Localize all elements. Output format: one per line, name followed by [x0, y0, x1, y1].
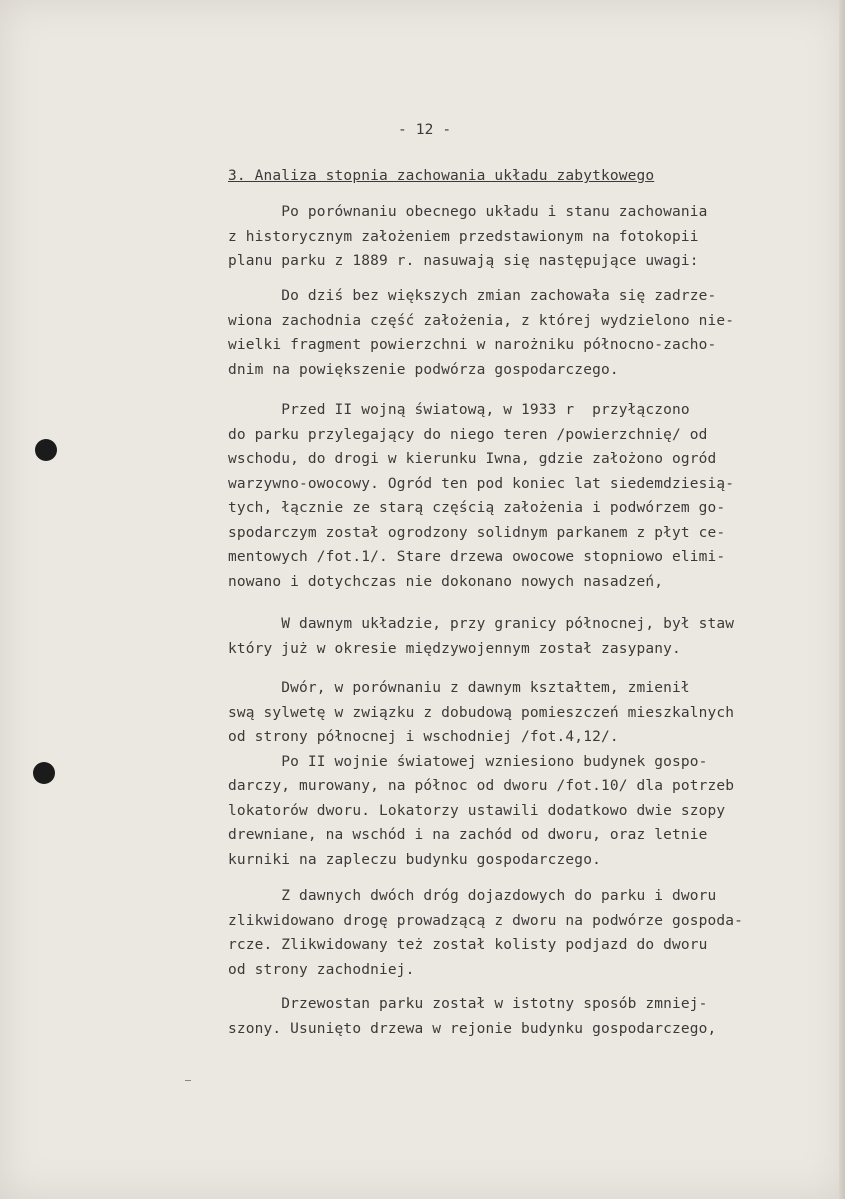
section-heading: 3. Analiza stopnia zachowania układu zabytkowego: [228, 168, 655, 184]
paragraph-4: [228, 612, 734, 661]
page-number: - 12 -: [398, 122, 452, 138]
text-line: Dwór, w porównaniu z dawnym kształtem, zmienił: [228, 680, 690, 696]
text-line: nowano i dotychczas nie dokonano nowych nasadzeń,: [228, 573, 664, 590]
text-line: kurniki na zapleczu budynku gospodarczego.: [228, 851, 601, 868]
text-line: szony. Usunięto drzewa w rejonie budynku gospodarczego,: [228, 1020, 717, 1037]
text-line: od strony północnej i wschodniej /fot.4,12/.: [228, 729, 619, 745]
paragraph-3: [228, 398, 734, 594]
pencil-mark: [185, 1080, 191, 1081]
text-line: z historycznym założeniem przedstawionym na fotokopii: [228, 228, 699, 245]
punch-hole-top: [35, 439, 57, 461]
punch-hole-bottom: [33, 762, 55, 784]
text-line: Z dawnych dwóch dróg dojazdowych do parku i dworu: [228, 888, 717, 904]
text-line: Po II wojnie światowej wzniesiono budynek gospo-: [228, 753, 708, 770]
paragraph-2: [228, 284, 734, 382]
text-line: wiona zachodnia część założenia, z której wydzielono nie-: [228, 312, 735, 329]
text-line: mentowych /fot.1/. Stare drzewa owocowe stopniowo elimi-: [228, 549, 726, 565]
text-line: Drzewostan parku został w istotny sposób zmniej-: [228, 996, 708, 1012]
paragraph-5: [228, 676, 734, 872]
text-line: spodarczym został ogrodzony solidnym parkanem z płyt ce-: [228, 524, 726, 541]
text-line: tych, łącznie ze starą częścią założenia i podwórzem go-: [228, 500, 726, 516]
text-line: wielki fragment powierzchni w narożniku północno-zacho-: [228, 337, 717, 353]
paragraph-7: [228, 992, 716, 1041]
text-line: warzywno-owocowy. Ogród ten pod koniec lat siedemdziesią-: [228, 475, 735, 492]
paragraph-6: [228, 884, 743, 982]
text-line: do parku przylegający do niego teren /powierzchnię/ od: [228, 426, 708, 443]
text-line: swą sylwetę w związku z dobudową pomieszczeń mieszkalnych: [228, 704, 735, 721]
text-line: drewniane, na wschód i na zachód od dworu, oraz letnie: [228, 827, 708, 843]
text-line: wschodu, do drogi w kierunku Iwna, gdzie założono ogród: [228, 451, 717, 467]
text-line: W dawnym układzie, przy granicy północnej, był staw: [228, 616, 735, 632]
text-line: Do dziś bez większych zmian zachowała się zadrze-: [228, 288, 717, 304]
text-line: planu parku z 1889 r. nasuwają się następujące uwagi:: [228, 253, 699, 269]
text-line: Przed II wojną światową, w 1933 r przyłączono: [228, 402, 690, 418]
page-edge: [839, 0, 845, 1199]
text-line: rcze. Zlikwidowany też został kolisty podjazd do dworu: [228, 937, 708, 953]
text-line: który już w okresie międzywojennym został zasypany.: [228, 640, 681, 657]
text-line: zlikwidowano drogę prowadzącą z dworu na podwórze gospoda-: [228, 912, 744, 929]
text-line: Po porównaniu obecnego układu i stanu zachowania: [228, 204, 708, 220]
text-line: od strony zachodniej.: [228, 961, 415, 978]
text-line: lokatorów dworu. Lokatorzy ustawili dodatkowo dwie szopy: [228, 802, 726, 819]
text-line: darczy, murowany, na północ od dworu /fot.10/ dla potrzeb: [228, 778, 735, 794]
paragraph-1: [228, 200, 708, 274]
text-line: dnim na powiększenie podwórza gospodarczego.: [228, 361, 619, 378]
